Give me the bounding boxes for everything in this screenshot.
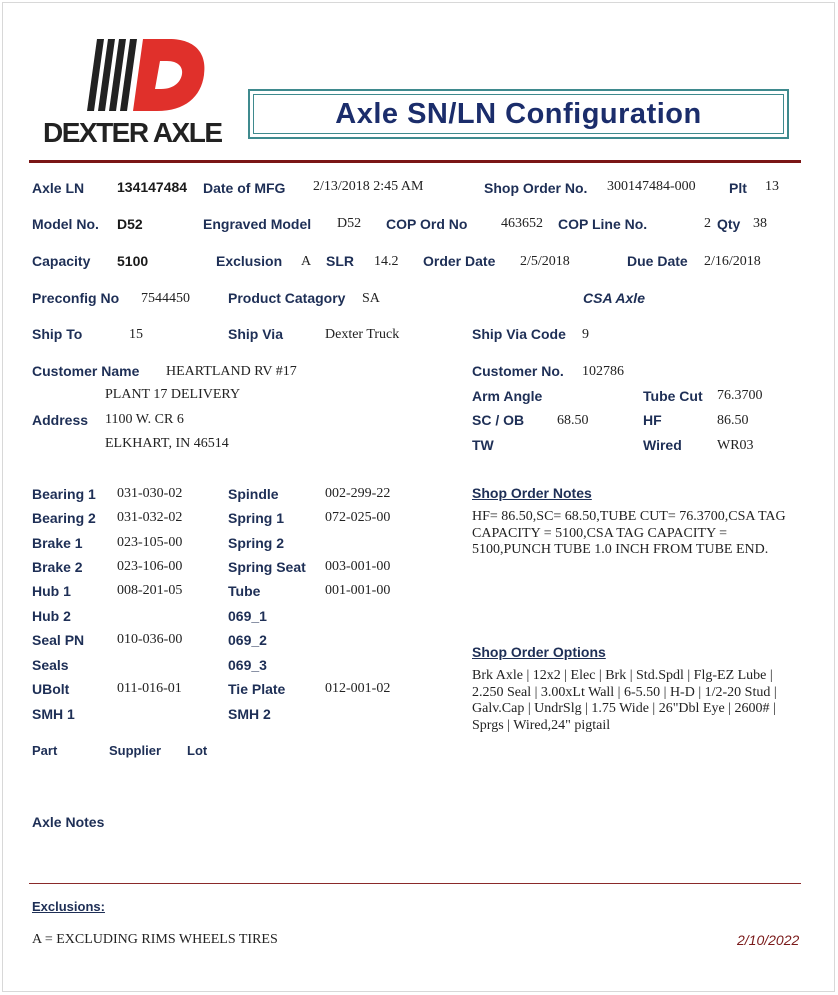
ship-to-label: Ship To bbox=[32, 326, 83, 342]
engraved-value: D52 bbox=[337, 216, 362, 231]
mfg-value: 2/13/2018 2:45 AM bbox=[313, 179, 424, 194]
shop-order-options-text: Brk Axle | 12x2 | Elec | Brk | Std.Spdl | Flg-EZ Lube | 2.250 Seal | 3.00xLt Wall | 6-5.50 | H-D | 1/2-20 Stud | Galv.Cap | UndrSlg | 1.75 Wide | 26"Dbl Eye | 2600# | Sprgs | Wired,24" pigtail bbox=[472, 668, 777, 733]
component-label: Seal PN bbox=[32, 632, 85, 648]
plt-label: Plt bbox=[729, 180, 747, 196]
shop-order-value: 300147484-000 bbox=[607, 179, 696, 194]
component-value: 072-025-00 bbox=[325, 510, 391, 525]
cop-line-label: COP Line No. bbox=[558, 216, 648, 232]
part-header: Part bbox=[32, 743, 58, 758]
csa-axle-label: CSA Axle bbox=[583, 290, 645, 306]
component-label: Bearing 1 bbox=[32, 486, 96, 502]
logo-text: DEXTER AXLE bbox=[43, 117, 222, 148]
customer-no-value: 102786 bbox=[582, 364, 624, 379]
exclusion-value: A bbox=[301, 254, 312, 269]
header-divider bbox=[29, 160, 801, 163]
wired-label: Wired bbox=[643, 437, 682, 453]
component-label: Brake 2 bbox=[32, 559, 83, 575]
document-page bbox=[2, 2, 835, 992]
ship-via-code-label: Ship Via Code bbox=[472, 326, 566, 342]
order-date-label: Order Date bbox=[423, 253, 496, 269]
component-label: Brake 1 bbox=[32, 535, 83, 551]
slr-value: 14.2 bbox=[374, 254, 399, 269]
component-label: Tube bbox=[228, 583, 261, 599]
footer-divider bbox=[29, 883, 801, 884]
shop-order-notes-title: Shop Order Notes bbox=[472, 485, 592, 501]
component-label: Spring 1 bbox=[228, 510, 285, 526]
model-label: Model No. bbox=[32, 216, 99, 232]
customer-name-label: Customer Name bbox=[32, 363, 140, 379]
exclusion-label: Exclusion bbox=[216, 253, 283, 269]
axle-ln-label: Axle LN bbox=[32, 180, 85, 196]
component-value: 023-106-00 bbox=[117, 559, 183, 574]
component-value: 003-001-00 bbox=[325, 559, 391, 574]
component-value: 012-001-02 bbox=[325, 681, 391, 696]
component-label: 069_1 bbox=[228, 608, 267, 624]
order-date-value: 2/5/2018 bbox=[520, 254, 570, 269]
category-value: SA bbox=[362, 291, 380, 306]
ship-via-code-value: 9 bbox=[582, 327, 589, 342]
supplier-header: Supplier bbox=[109, 743, 162, 758]
customer-no-label: Customer No. bbox=[472, 363, 564, 379]
exclusions-text: A = EXCLUDING RIMS WHEELS TIRES bbox=[32, 932, 278, 947]
shop-order-label: Shop Order No. bbox=[484, 180, 588, 196]
plt-value: 13 bbox=[765, 179, 779, 194]
address-line1: 1100 W. CR 6 bbox=[105, 412, 184, 427]
component-label: Hub 1 bbox=[32, 583, 71, 599]
tube-cut-label: Tube Cut bbox=[643, 388, 703, 404]
component-label: Spring Seat bbox=[228, 559, 306, 575]
customer-name-value: HEARTLAND RV #17 bbox=[166, 364, 297, 379]
dexter-logo-mark-icon bbox=[39, 37, 244, 117]
axle-ln-value: 134147484 bbox=[117, 179, 188, 195]
qty-label: Qty bbox=[717, 216, 741, 232]
component-label: 069_2 bbox=[228, 632, 267, 648]
customer-line2: PLANT 17 DELIVERY bbox=[105, 387, 241, 402]
qty-value: 38 bbox=[753, 216, 767, 231]
dexter-logo bbox=[39, 37, 244, 155]
component-value: 010-036-00 bbox=[117, 632, 183, 647]
title-box bbox=[248, 89, 789, 139]
preconfig-value: 7544450 bbox=[141, 291, 190, 306]
cop-ord-value: 463652 bbox=[501, 216, 543, 231]
component-value: 023-105-00 bbox=[117, 535, 183, 550]
component-label: UBolt bbox=[32, 681, 70, 697]
preconfig-label: Preconfig No bbox=[32, 290, 120, 306]
capacity-label: Capacity bbox=[32, 253, 91, 269]
tw-label: TW bbox=[472, 437, 494, 453]
component-label: 069_3 bbox=[228, 657, 267, 673]
address-label: Address bbox=[32, 412, 89, 428]
shop-order-notes-text: HF= 86.50,SC= 68.50,TUBE CUT= 76.3700,CSA TAG CAPACITY = 5100,CSA TAG CAPACITY = 5100,PUNCH TUBE 1.0 INCH FROM TUBE END. bbox=[472, 509, 786, 557]
category-label: Product Catagory bbox=[228, 290, 346, 306]
axle-notes-label: Axle Notes bbox=[32, 814, 105, 830]
component-value: 031-030-02 bbox=[117, 486, 183, 501]
slr-label: SLR bbox=[326, 253, 354, 269]
scob-label: SC / OB bbox=[472, 412, 525, 428]
hf-label: HF bbox=[643, 412, 662, 428]
component-value: 002-299-22 bbox=[325, 486, 391, 501]
shop-order-options-title: Shop Order Options bbox=[472, 644, 606, 660]
page-title: Axle SN/LN Configuration bbox=[335, 97, 702, 130]
component-label: Bearing 2 bbox=[32, 510, 96, 526]
due-date-label: Due Date bbox=[627, 253, 688, 269]
cop-line-value: 2 bbox=[704, 216, 711, 231]
address-line2: ELKHART, IN 46514 bbox=[105, 436, 229, 451]
capacity-value: 5100 bbox=[117, 253, 149, 269]
wired-value: WR03 bbox=[717, 438, 754, 453]
arm-angle-label: Arm Angle bbox=[472, 388, 543, 404]
scob-value: 68.50 bbox=[557, 413, 589, 428]
component-label: SMH 1 bbox=[32, 706, 75, 722]
component-label: SMH 2 bbox=[228, 706, 271, 722]
ship-to-value: 15 bbox=[129, 327, 143, 342]
component-label: Tie Plate bbox=[228, 681, 286, 697]
lot-header: Lot bbox=[187, 743, 208, 758]
component-value: 001-001-00 bbox=[325, 583, 391, 598]
component-label: Seals bbox=[32, 657, 69, 673]
component-label: Spindle bbox=[228, 486, 279, 502]
component-value: 008-201-05 bbox=[117, 583, 183, 598]
hf-value: 86.50 bbox=[717, 413, 749, 428]
component-value: 011-016-01 bbox=[117, 681, 182, 696]
due-date-value: 2/16/2018 bbox=[704, 254, 761, 269]
print-date: 2/10/2022 bbox=[737, 932, 800, 948]
model-value: D52 bbox=[117, 216, 143, 232]
engraved-label: Engraved Model bbox=[203, 216, 312, 232]
ship-via-value: Dexter Truck bbox=[325, 327, 400, 342]
component-label: Spring 2 bbox=[228, 535, 285, 551]
mfg-label: Date of MFG bbox=[203, 180, 286, 196]
ship-via-label: Ship Via bbox=[228, 326, 283, 342]
component-value: 031-032-02 bbox=[117, 510, 183, 525]
component-label: Hub 2 bbox=[32, 608, 71, 624]
cop-ord-label: COP Ord No bbox=[386, 216, 468, 232]
tube-cut-value: 76.3700 bbox=[717, 388, 763, 403]
exclusions-title: Exclusions: bbox=[32, 899, 105, 914]
